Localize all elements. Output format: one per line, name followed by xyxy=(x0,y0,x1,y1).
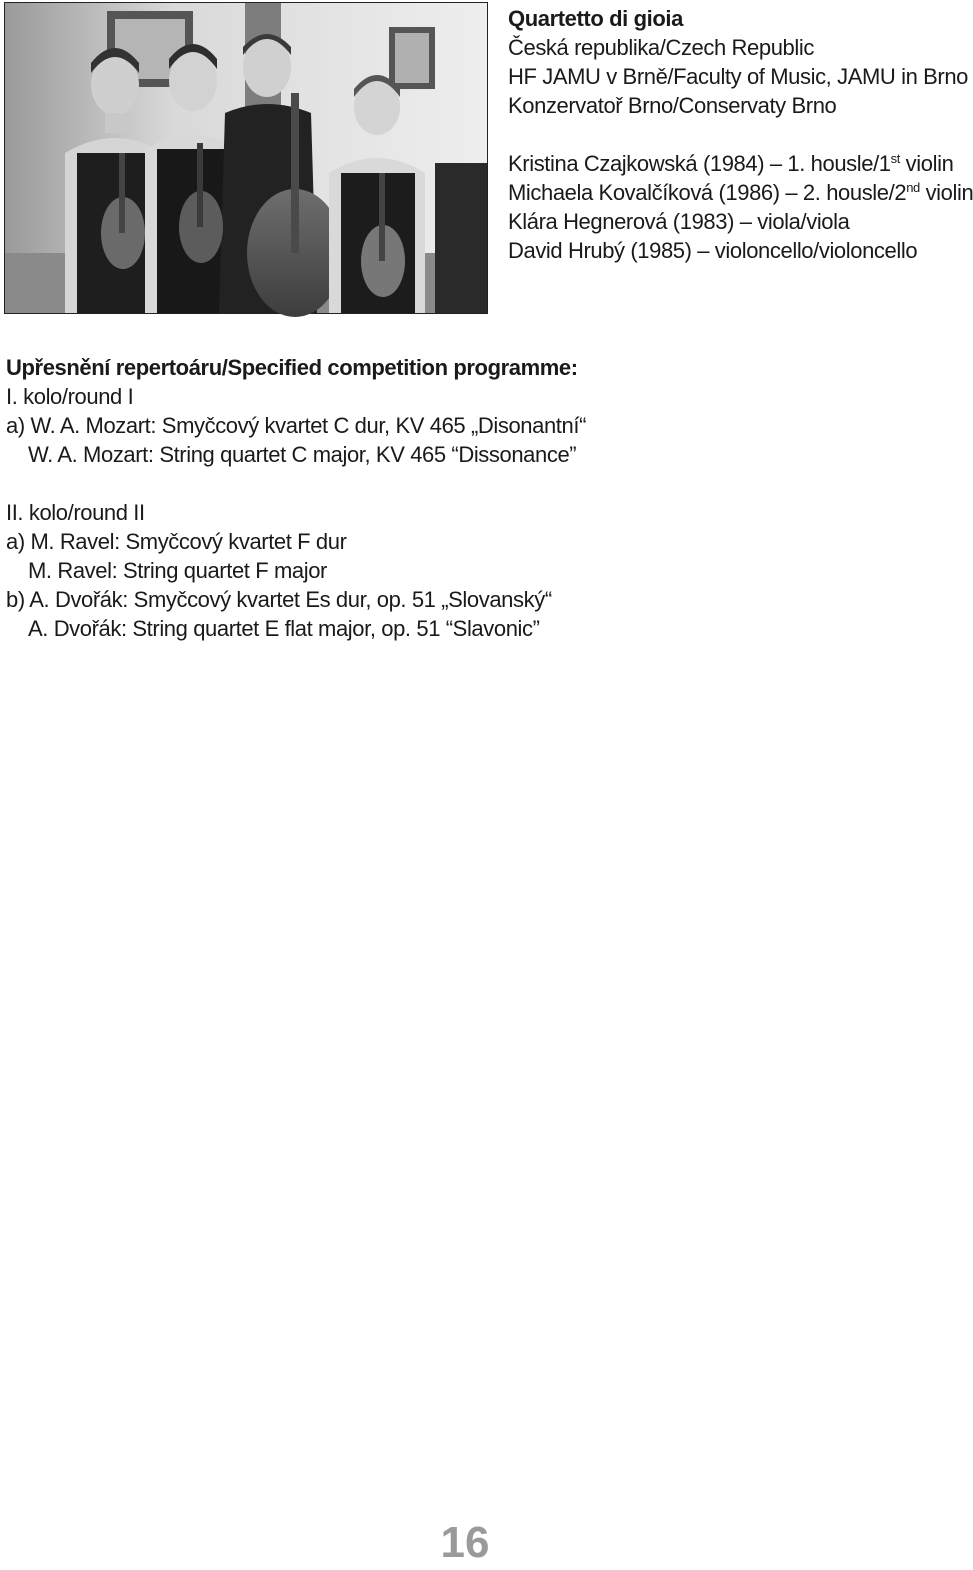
quartet-photo-illustration xyxy=(5,3,487,313)
programme-item: b) A. Dvořák: Smyčcový kvartet Es dur, op. 51 „Slovanský“ xyxy=(6,587,552,612)
programme-item: a) M. Ravel: Smyčcový kvartet F dur xyxy=(6,529,347,554)
member-instrument: violin xyxy=(899,151,954,176)
round-title: I. kolo/round I xyxy=(6,384,134,409)
member-name: Michaela Kovalčíková (1986) – 2. housle/2 xyxy=(508,180,907,205)
ensemble-country: Česká republika/Czech Republic xyxy=(508,35,814,60)
programme-item-translation: M. Ravel: String quartet F major xyxy=(28,558,327,583)
member-line xyxy=(508,178,973,207)
member-name: Kristina Czajkowská (1984) – 1. housle/1 xyxy=(508,151,891,176)
member-line xyxy=(508,236,960,265)
member-line xyxy=(508,149,960,178)
ordinal-suffix: nd xyxy=(906,180,920,195)
competition-programme xyxy=(6,353,906,643)
ensemble-school: HF JAMU v Brně/Faculty of Music, JAMU in Brno xyxy=(508,64,968,89)
member-name: David Hrubý (1985) – violoncello/violoncello xyxy=(508,238,918,263)
member-name: Klára Hegnerová (1983) – viola/viola xyxy=(508,209,850,234)
programme-item: a) W. A. Mozart: Smyčcový kvartet C dur, KV 465 „Disonantní“ xyxy=(6,413,586,438)
member-instrument: violin xyxy=(919,180,973,205)
ensemble-name: Quartetto di gioia xyxy=(508,6,683,31)
member-line xyxy=(508,207,960,236)
ensemble-info xyxy=(508,4,973,265)
quartet-photo xyxy=(4,2,488,314)
programme-heading: Upřesnění repertoáru/Specified competition programme: xyxy=(6,355,578,380)
programme-item-translation: W. A. Mozart: String quartet C major, KV 465 “Dissonance” xyxy=(28,442,577,467)
ordinal-suffix: st xyxy=(890,151,900,166)
page-number: 16 xyxy=(440,1518,490,1567)
ensemble-school: Konzervatoř Brno/Conservaty Brno xyxy=(508,93,837,118)
programme-item-translation: A. Dvořák: String quartet E flat major, op. 51 “Slavonic” xyxy=(28,616,540,641)
round-title: II. kolo/round II xyxy=(6,500,145,525)
